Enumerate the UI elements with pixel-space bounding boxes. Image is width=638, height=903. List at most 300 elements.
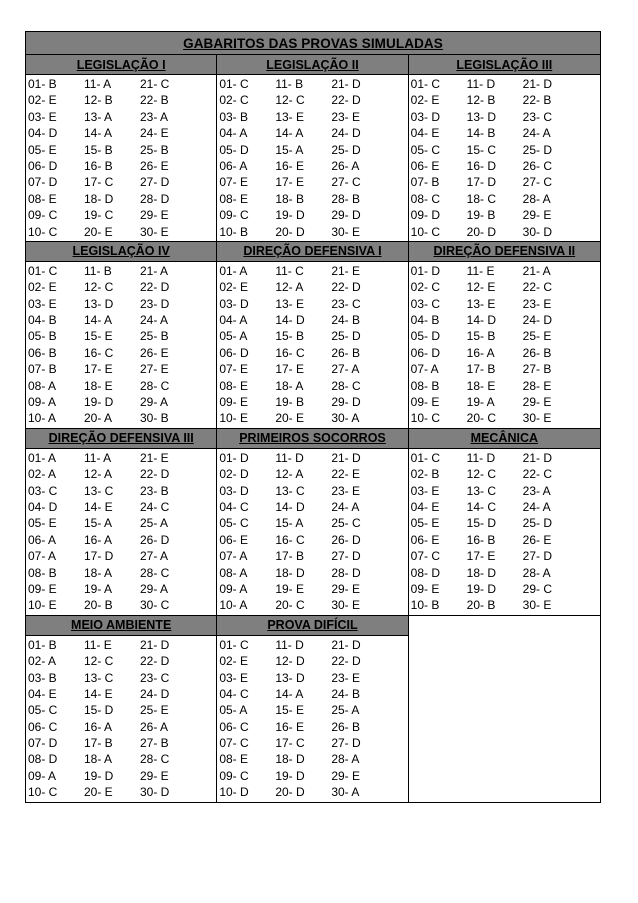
answer-item: 25- E	[522, 329, 552, 344]
answer-item: 26- E	[522, 532, 552, 547]
answer-item: 15- C	[466, 142, 496, 157]
answer-item: 06- C	[219, 719, 249, 734]
answer-item: 23- E	[522, 296, 552, 311]
page-title: GABARITOS DAS PROVAS SIMULADAS	[26, 32, 600, 55]
answer-item: 12- E	[466, 280, 496, 295]
answer-item: 10- E	[28, 598, 57, 613]
answer-item: 26- E	[140, 345, 169, 360]
answer-item: 16- A	[84, 532, 113, 547]
answers-block	[217, 636, 407, 802]
answer-item: 07- E	[219, 362, 249, 377]
answer-item: 22- D	[331, 654, 361, 669]
answers-column	[523, 450, 579, 614]
answer-item: 21- C	[140, 77, 170, 91]
answer-item: 24- D	[522, 313, 552, 328]
answer-section	[26, 429, 217, 615]
answer-item: 02- B	[410, 467, 440, 482]
answer-item: 13- D	[466, 109, 496, 124]
answer-item: 16- A	[84, 719, 113, 734]
section-row	[26, 616, 600, 802]
answer-item: 01- D	[410, 263, 440, 278]
answer-section	[26, 242, 217, 428]
answer-item: 01- C	[28, 263, 58, 278]
answer-item: 14- E	[84, 686, 113, 701]
answers-block	[26, 636, 216, 802]
answer-item: 29- E	[331, 581, 361, 596]
answer-item: 02- D	[219, 467, 249, 482]
answer-item: 14- A	[275, 126, 304, 141]
answer-item: 10- E	[219, 411, 249, 426]
answer-item: 02- C	[219, 93, 249, 108]
answer-item: 25- E	[140, 703, 169, 718]
answer-item: 12- C	[84, 654, 114, 669]
answer-item: 19- D	[84, 395, 114, 410]
answer-item: 23- A	[522, 483, 551, 498]
answer-item: 15- A	[275, 516, 304, 531]
answer-item: 19- A	[84, 581, 113, 596]
answer-section	[26, 55, 217, 241]
answer-item: 20- E	[275, 411, 305, 426]
answer-item: 11- C	[275, 263, 304, 278]
answer-item: 07- A	[28, 549, 57, 564]
answer-item: 03- B	[219, 109, 249, 124]
answer-item: 08- B	[28, 565, 57, 580]
answer-item: 27- D	[522, 549, 552, 564]
answer-item: 15- D	[84, 703, 114, 718]
answer-item: 22- D	[140, 654, 170, 669]
answer-item: 15- B	[466, 329, 496, 344]
answer-item: 06- A	[28, 532, 57, 547]
answer-item: 01- A	[219, 263, 248, 278]
answer-item: 04- E	[410, 126, 440, 141]
answer-item: 07- A	[219, 549, 248, 564]
answer-item: 25- D	[331, 142, 361, 157]
section-title: LEGISLAÇÃO II	[217, 55, 407, 75]
answer-item: 01- B	[28, 77, 57, 91]
answer-item: 24- E	[140, 126, 169, 141]
answers-column	[467, 450, 523, 614]
answer-item: 09- A	[28, 395, 57, 410]
answer-item: 19- D	[84, 768, 114, 783]
answer-item: 08- E	[219, 191, 249, 206]
answer-item: 30- C	[140, 598, 170, 613]
answer-item: 10- C	[410, 411, 440, 426]
section-title: PRIMEIROS SOCORROS	[217, 429, 407, 449]
answer-item: 11- B	[275, 77, 304, 91]
answer-item: 11- D	[275, 637, 304, 652]
answer-item: 18- B	[275, 191, 305, 206]
answer-item: 14- D	[466, 313, 496, 328]
answer-item: 20- B	[466, 598, 496, 613]
answer-item: 04- C	[219, 499, 249, 514]
section-row	[26, 242, 600, 429]
answer-item: 20- D	[466, 224, 496, 239]
answer-item: 07- C	[410, 549, 440, 564]
answer-item: 29- E	[140, 208, 169, 223]
answer-item: 21- D	[331, 77, 361, 91]
answer-item: 08- D	[28, 752, 58, 767]
answer-item: 27- D	[331, 736, 361, 751]
answer-item: 17- B	[466, 362, 496, 377]
answer-item: 30- A	[331, 785, 360, 800]
answer-item: 28- D	[331, 565, 361, 580]
answer-item: 11- A	[84, 450, 112, 465]
answer-item: 23- D	[140, 296, 170, 311]
answer-item: 16- E	[275, 719, 305, 734]
answers-block	[217, 75, 407, 241]
answer-item: 30- E	[331, 598, 361, 613]
answer-item: 30- E	[522, 598, 552, 613]
answer-item: 14- C	[466, 499, 496, 514]
answer-item: 29- D	[331, 208, 361, 223]
answer-item: 02- E	[219, 280, 249, 295]
answer-item: 30- D	[522, 224, 552, 239]
answer-item: 07- D	[28, 175, 58, 190]
answer-item: 09- A	[28, 768, 57, 783]
answer-item: 20- D	[275, 785, 305, 800]
answer-item: 25- A	[331, 703, 360, 718]
answer-item: 05- E	[28, 142, 57, 157]
answer-item: 21- D	[140, 637, 170, 652]
answer-item: 01- C	[410, 77, 440, 91]
answer-item: 27- B	[522, 362, 552, 377]
answer-item: 12- B	[84, 93, 113, 108]
empty-cell	[409, 616, 600, 802]
section-row	[26, 429, 600, 616]
answer-item: 24- B	[331, 686, 361, 701]
answer-item: 23- A	[140, 109, 169, 124]
answer-item: 21- D	[522, 450, 552, 465]
answer-item: 06- E	[219, 532, 249, 547]
answer-item: 15- E	[84, 329, 113, 344]
answers-column	[523, 76, 579, 240]
answer-item: 03- E	[28, 296, 57, 311]
answer-item: 25- B	[140, 329, 169, 344]
answer-item: 19- D	[275, 768, 305, 783]
answer-item: 30- E	[140, 224, 169, 239]
answer-item: 04- D	[28, 126, 58, 141]
answer-item: 13- A	[84, 109, 113, 124]
answer-item: 08- E	[219, 378, 249, 393]
answers-column	[28, 637, 84, 801]
answer-item: 25- C	[331, 516, 361, 531]
answer-item: 26- A	[140, 719, 169, 734]
answers-column	[331, 76, 387, 240]
answer-item: 15- D	[466, 516, 496, 531]
answer-item: 06- D	[219, 345, 249, 360]
answer-item: 22- E	[331, 467, 361, 482]
answer-item: 15- A	[275, 142, 304, 157]
answer-item: 18- D	[84, 191, 114, 206]
answer-item: 08- C	[410, 191, 440, 206]
answer-item: 18- D	[275, 752, 305, 767]
answer-item: 22- C	[522, 280, 552, 295]
answer-item: 20- B	[84, 598, 113, 613]
answer-item: 23- E	[331, 483, 361, 498]
answer-item: 28- E	[522, 378, 552, 393]
answers-column	[523, 263, 579, 427]
answer-item: 03- D	[219, 483, 249, 498]
answer-item: 01- B	[28, 637, 57, 652]
answer-item: 13- E	[275, 109, 305, 124]
answer-item: 17- D	[466, 175, 496, 190]
answers-column	[84, 637, 140, 801]
answers-block	[26, 449, 216, 615]
answer-item: 21- A	[140, 263, 169, 278]
answer-item: 05- D	[410, 329, 440, 344]
answer-item: 30- E	[522, 411, 552, 426]
answer-item: 27- A	[331, 362, 360, 377]
answer-section	[26, 616, 217, 802]
answer-item: 11- E	[466, 263, 495, 278]
answer-item: 02- E	[28, 93, 57, 108]
answer-item: 10- C	[28, 224, 58, 239]
answer-section	[217, 616, 408, 802]
section-title: DIREÇÃO DEFENSIVA III	[26, 429, 216, 449]
answer-item: 17- C	[84, 175, 114, 190]
answer-item: 04- D	[28, 499, 58, 514]
answer-item: 03- E	[28, 109, 57, 124]
answer-item: 28- C	[140, 378, 170, 393]
answer-item: 07- C	[219, 736, 249, 751]
answer-item: 10- A	[219, 598, 248, 613]
answers-block	[409, 449, 600, 615]
answers-column	[275, 76, 331, 240]
answer-item: 08- A	[219, 565, 248, 580]
answer-item: 03- D	[410, 109, 440, 124]
answers-block	[217, 449, 407, 615]
answer-item: 22- D	[331, 93, 361, 108]
answer-item: 26- B	[331, 345, 361, 360]
answer-item: 14- D	[275, 313, 305, 328]
answers-block	[409, 262, 600, 428]
answer-item: 15- B	[84, 142, 113, 157]
answer-item: 08- B	[410, 378, 440, 393]
answer-item: 18- A	[84, 565, 113, 580]
answers-column	[275, 637, 331, 801]
answer-item: 04- B	[28, 313, 57, 328]
answer-item: 18- D	[466, 565, 496, 580]
answer-item: 24- B	[331, 313, 361, 328]
answer-item: 12- C	[275, 93, 305, 108]
section-row	[26, 55, 600, 242]
answer-item: 04- A	[219, 126, 248, 141]
answers-column	[140, 76, 196, 240]
answer-item: 28- D	[140, 191, 170, 206]
answer-item: 21- D	[522, 77, 552, 91]
answer-item: 11- D	[466, 77, 496, 91]
section-title: MECÂNICA	[409, 429, 600, 449]
answer-item: 18- A	[275, 378, 304, 393]
answer-item: 15- E	[275, 703, 305, 718]
answer-item: 22- D	[140, 280, 170, 295]
answer-item: 16- C	[275, 532, 305, 547]
answers-column	[140, 637, 196, 801]
answer-item: 05- C	[219, 516, 249, 531]
answer-item: 05- A	[219, 329, 248, 344]
answer-item: 20- E	[84, 224, 113, 239]
answers-column	[28, 76, 84, 240]
answer-item: 12- C	[84, 280, 114, 295]
answer-section	[409, 429, 600, 615]
answer-item: 03- C	[410, 296, 440, 311]
answer-item: 29- E	[522, 208, 552, 223]
answer-item: 02- E	[219, 654, 249, 669]
answer-item: 19- A	[466, 395, 495, 410]
answer-item: 28- C	[140, 752, 170, 767]
answer-item: 26- B	[331, 719, 361, 734]
answer-item: 10- C	[410, 224, 440, 239]
answers-column	[84, 263, 140, 427]
answer-item: 18- D	[275, 565, 305, 580]
answer-item: 05- E	[410, 516, 440, 531]
answer-item: 07- A	[410, 362, 439, 377]
answer-item: 16- A	[466, 345, 495, 360]
answer-item: 27- C	[522, 175, 552, 190]
answer-item: 29- A	[140, 395, 169, 410]
answer-item: 19- B	[275, 395, 305, 410]
answer-item: 09- E	[28, 581, 57, 596]
answer-section	[409, 242, 600, 428]
answer-item: 17- C	[275, 736, 305, 751]
answer-item: 26- C	[522, 158, 552, 173]
answers-block	[217, 262, 407, 428]
answer-item: 21- A	[522, 263, 551, 278]
answer-item: 22- C	[522, 467, 552, 482]
answers-column	[84, 450, 140, 614]
answer-item: 10- A	[28, 411, 57, 426]
answer-item: 02- C	[410, 280, 440, 295]
answer-item: 10- D	[219, 785, 249, 800]
answer-item: 14- B	[466, 126, 496, 141]
answer-item: 11- D	[275, 450, 304, 465]
answers-column	[331, 450, 387, 614]
answer-key-grid	[26, 55, 600, 802]
answer-item: 05- A	[219, 703, 248, 718]
answer-item: 13- C	[84, 670, 114, 685]
answers-column	[331, 263, 387, 427]
answer-item: 12- A	[84, 467, 113, 482]
answer-item: 20- D	[275, 224, 305, 239]
answer-item: 09- E	[410, 581, 440, 596]
answer-item: 07- B	[410, 175, 440, 190]
answers-column	[411, 76, 467, 240]
answer-item: 21- E	[331, 263, 361, 278]
answer-item: 06- E	[410, 158, 440, 173]
answer-item: 13- E	[466, 296, 496, 311]
answer-item: 04- A	[219, 313, 248, 328]
answer-item: 24- A	[522, 126, 551, 141]
answer-item: 04- B	[410, 313, 440, 328]
answer-item: 09- C	[219, 208, 249, 223]
answer-item: 30- D	[140, 785, 170, 800]
answer-item: 18- E	[84, 378, 113, 393]
answer-item: 28- A	[331, 752, 360, 767]
answer-item: 06- B	[28, 345, 57, 360]
answer-item: 12- A	[275, 280, 304, 295]
answer-item: 19- E	[275, 581, 305, 596]
answer-item: 26- B	[522, 345, 552, 360]
answers-block	[409, 75, 600, 241]
answers-column	[219, 76, 275, 240]
answer-item: 05- C	[28, 703, 58, 718]
answer-item: 11- A	[84, 77, 112, 91]
answer-item: 23- C	[140, 670, 170, 685]
answer-item: 26- A	[331, 158, 360, 173]
answer-item: 30- A	[331, 411, 360, 426]
answer-item: 10- B	[410, 598, 440, 613]
answers-column	[219, 450, 275, 614]
answer-item: 15- B	[275, 329, 305, 344]
answer-item: 06- C	[28, 719, 58, 734]
answer-item: 12- D	[275, 654, 305, 669]
answers-column	[140, 263, 196, 427]
answer-item: 06- D	[28, 158, 58, 173]
answer-item: 26- E	[140, 158, 169, 173]
answer-section	[217, 429, 408, 615]
answers-column	[275, 450, 331, 614]
answer-item: 25- B	[140, 142, 169, 157]
answer-item: 14- D	[275, 499, 305, 514]
answer-item: 07- E	[219, 175, 249, 190]
answer-item: 16- B	[84, 158, 113, 173]
answers-column	[219, 263, 275, 427]
answer-section	[217, 242, 408, 428]
answer-item: 13- C	[84, 483, 114, 498]
answer-item: 05- B	[28, 329, 57, 344]
answer-item: 20- C	[466, 411, 496, 426]
answers-column	[275, 263, 331, 427]
answer-item: 30- B	[140, 411, 169, 426]
answer-item: 02- A	[28, 654, 57, 669]
answer-item: 01- D	[219, 450, 249, 465]
answer-item: 09- D	[410, 208, 440, 223]
answer-item: 13- D	[275, 670, 305, 685]
answer-item: 02- E	[28, 280, 57, 295]
answer-item: 29- A	[140, 581, 169, 596]
answer-item: 13- D	[84, 296, 114, 311]
answer-item: 09- A	[219, 581, 248, 596]
answer-item: 22- D	[140, 467, 170, 482]
answer-item: 07- B	[28, 362, 57, 377]
answer-key-sheet	[25, 31, 601, 803]
answer-item: 24- D	[331, 126, 361, 141]
answers-column	[411, 263, 467, 427]
answer-item: 26- D	[140, 532, 170, 547]
answer-item: 03- C	[28, 483, 58, 498]
answer-item: 21- D	[331, 637, 361, 652]
answer-item: 24- A	[331, 499, 360, 514]
answer-item: 14- E	[84, 499, 113, 514]
answer-item: 18- C	[466, 191, 496, 206]
answer-item: 29- D	[331, 395, 361, 410]
answer-item: 12- B	[466, 93, 496, 108]
answers-column	[219, 637, 275, 801]
answer-item: 04- E	[28, 686, 57, 701]
answer-item: 24- D	[140, 686, 170, 701]
answer-item: 03- E	[410, 483, 440, 498]
answer-item: 26- D	[331, 532, 361, 547]
answer-item: 16- C	[84, 345, 114, 360]
answer-item: 25- D	[331, 329, 361, 344]
answer-item: 01- C	[219, 77, 249, 91]
answer-item: 05- D	[219, 142, 249, 157]
answer-item: 09- C	[219, 768, 249, 783]
answer-item: 17- B	[275, 549, 305, 564]
answer-item: 18- E	[466, 378, 496, 393]
answer-item: 16- C	[275, 345, 305, 360]
section-title: DIREÇÃO DEFENSIVA II	[409, 242, 600, 262]
